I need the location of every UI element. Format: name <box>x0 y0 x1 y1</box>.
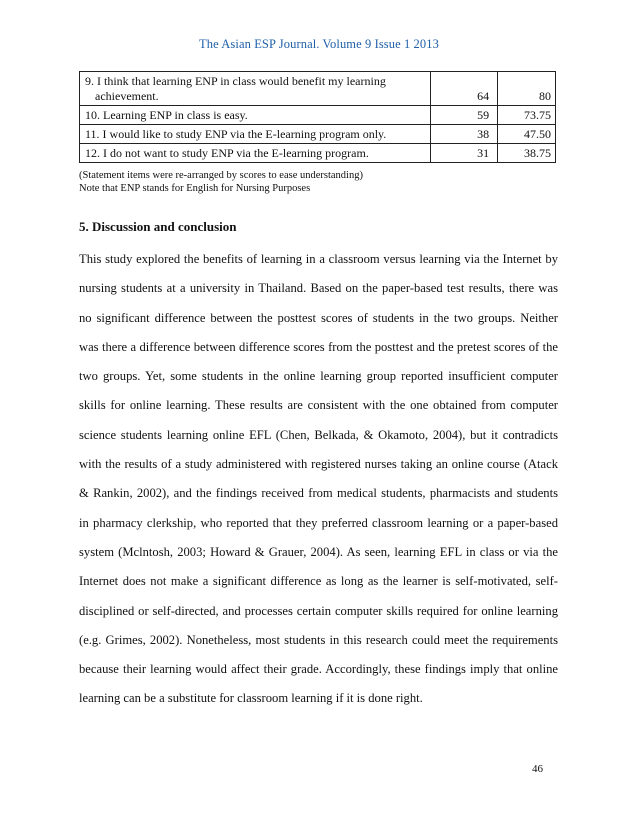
paragraph-line: two groups. Yet, some students in the online learning group reported insufficient computer <box>79 369 558 384</box>
table-row <box>80 106 556 125</box>
paragraph-line: in pharmacy clerkship, who reported that they preferred classroom learning or a paper-based <box>79 515 558 530</box>
paragraph-line: system (Mclntosh, 2003; Howard & Grauer, 2004). As seen, learning EFL in class or via the <box>79 544 558 559</box>
journal-header: The Asian ESP Journal. Volume 9 Issue 1 2013 <box>199 37 439 51</box>
statement-text: 9. I think that learning ENP in class would benefit my learning <box>85 74 386 88</box>
statement-cell: 11. I would like to study ENP via the E-learning program only. <box>80 125 431 144</box>
paragraph-line: with the results of a study administered with registered nurses taking an online course (Atack <box>79 457 558 472</box>
percent-cell: 47.50 <box>498 125 556 144</box>
table-notes <box>79 169 363 195</box>
score-cell: 59 <box>430 106 497 125</box>
percent-cell: 80 <box>498 72 556 106</box>
paragraph-line: science students learning online EFL (Chen, Belkada, & Okamoto, 2004), but it contradicts <box>79 427 558 442</box>
statement-cell: 12. I do not want to study ENP via the E-learning program. <box>80 144 431 163</box>
statement-cell <box>80 72 431 106</box>
table-row <box>80 72 556 106</box>
survey-results-table <box>79 71 556 163</box>
paragraph-line: disciplined or self-directed, and processes certain computer skills required for online learning <box>79 603 558 618</box>
table-row <box>80 144 556 163</box>
paragraph-line: nursing students at a university in Thailand. Based on the paper-based test results, there was <box>79 281 558 296</box>
paragraph-line: skills for online learning. These results are consistent with the one obtained from computer <box>79 398 558 413</box>
paragraph-line: & Rankin, 2002), and the findings received from medical students, pharmacists and students <box>79 486 558 501</box>
table-note: Note that ENP stands for English for Nursing Purposes <box>79 183 311 194</box>
body-paragraph <box>79 245 558 714</box>
page-number: 46 <box>532 763 543 775</box>
section-heading: 5. Discussion and conclusion <box>79 219 237 234</box>
paragraph-line: This study explored the benefits of learning in a classroom versus learning via the Internet by <box>79 252 558 266</box>
table-row <box>80 125 556 144</box>
score-cell: 64 <box>430 72 497 106</box>
percent-cell: 38.75 <box>498 144 556 163</box>
paragraph-line: because their learning would affect their grade. Accordingly, these findings imply that online <box>79 662 558 677</box>
score-cell: 38 <box>430 125 497 144</box>
percent-cell: 73.75 <box>498 106 556 125</box>
paragraph-line: was there a difference between difference scores from the posttest and the pretest scores of the <box>79 339 558 354</box>
statement-text-continued: achievement. <box>95 89 159 103</box>
statement-cell: 10. Learning ENP in class is easy. <box>80 106 431 125</box>
paragraph-line: (e.g. Grimes, 2002). Nonetheless, most students in this research could meet the requirements <box>79 632 558 647</box>
paragraph-line: no significant difference between the posttest scores of students in the two groups. Neither <box>79 310 558 325</box>
score-cell: 31 <box>430 144 497 163</box>
table-note: (Statement items were re-arranged by scores to ease understanding) <box>79 170 363 181</box>
paragraph-line: learning can be a substitute for classroom learning if it is done right. <box>79 691 423 706</box>
paragraph-line: Internet does not make a significant difference as long as the learner is self-motivated, self- <box>79 574 558 589</box>
